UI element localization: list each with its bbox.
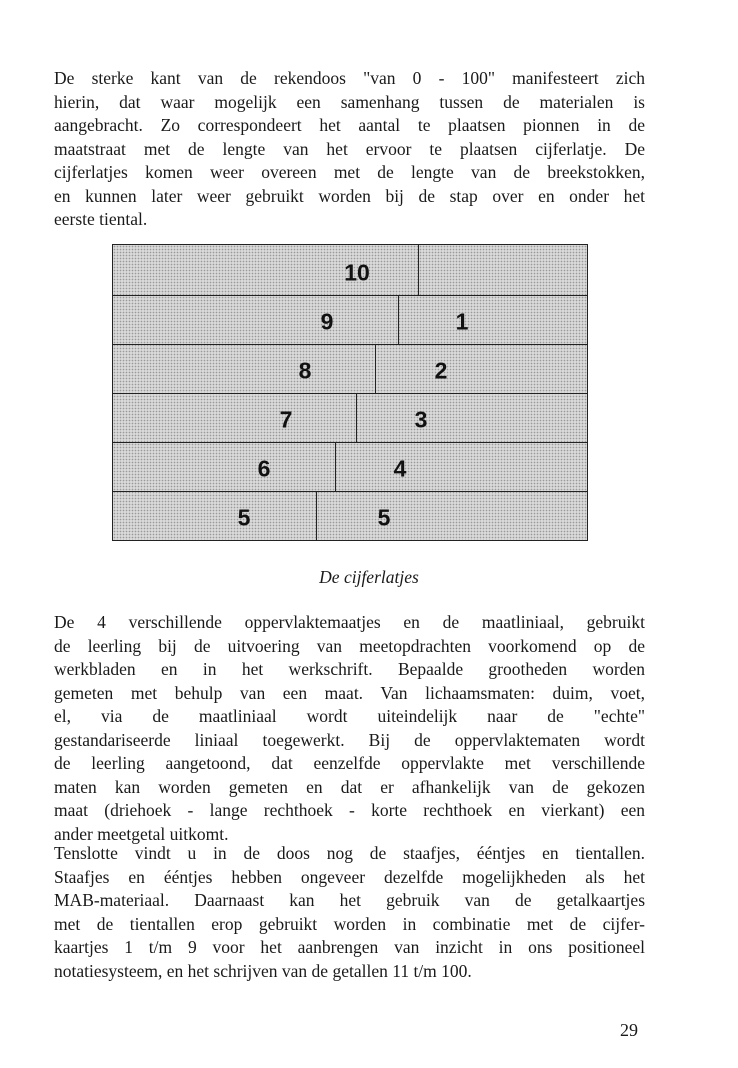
text-line: De 4 verschillende oppervlaktemaatjes en de maatliniaal, gebruikt bbox=[54, 612, 645, 632]
row-divider bbox=[375, 345, 376, 393]
rod-label-left: 5 bbox=[237, 504, 251, 531]
text-line: hierin, dat waar mogelijk een samenhang tussen de materialen is bbox=[54, 91, 645, 112]
text-line: de leerling aangetoond, dat eenzelfde oppervlakte met verschillende bbox=[54, 753, 645, 773]
figure-row-1 bbox=[113, 245, 587, 295]
text-line: cijferlatjes komen weer overeen met de lengte van de breekstokken, bbox=[54, 162, 645, 182]
text-line: Tenslotte vindt u in de doos nog de staafjes, ééntjes en tientallen. bbox=[54, 843, 645, 863]
text-line: De sterke kant van de rekendoos "van 0 - 100" manifesteert zich bbox=[54, 68, 645, 88]
rod-label-right: 5 bbox=[377, 504, 391, 531]
text-line: maat (driehoek - lange rechthoek - korte rechthoek en vierkant) een bbox=[54, 800, 645, 820]
rod-label-right: 4 bbox=[393, 455, 407, 482]
text-line: de leerling bij de uitvoering van meetopdrachten voorkomend op de bbox=[54, 635, 645, 656]
figure-row-3 bbox=[113, 344, 587, 393]
paragraph-measures bbox=[54, 611, 645, 846]
figure-row-2 bbox=[113, 295, 587, 344]
text-line: Staafjes en ééntjes hebben ongeveer dezelfde mogelijkheden als het bbox=[54, 866, 645, 887]
page-number: 29 bbox=[620, 1020, 638, 1040]
text-line: en kunnen later weer gebruikt worden bij de stap over en onder het bbox=[54, 185, 645, 206]
text-line: ander meetgetal uitkomt. bbox=[54, 823, 229, 844]
row-divider bbox=[335, 443, 336, 491]
figure-caption: De cijferlatjes bbox=[319, 567, 419, 587]
text-line: notatiesysteem, en het schrijven van de getallen 11 t/m 100. bbox=[54, 960, 472, 981]
text-line: werkbladen en in het werkschrift. Bepaalde grootheden worden bbox=[54, 659, 645, 679]
figure-row-6 bbox=[113, 491, 587, 540]
row-divider bbox=[356, 394, 357, 442]
figure-row-5 bbox=[113, 442, 587, 491]
text-line: gestandariseerde liniaal toegewerkt. Bij de oppervlaktematen wordt bbox=[54, 729, 645, 750]
text-line: eerste tiental. bbox=[54, 209, 148, 229]
text-line: MAB-materiaal. Daarnaast kan het gebruik van de getalkaartjes bbox=[54, 890, 645, 910]
row-divider bbox=[316, 492, 317, 540]
text-line: el, via de maatliniaal wordt uiteindelijk naar de "echte" bbox=[54, 706, 645, 726]
text-line: met de tientallen erop gebruikt worden in combinatie met de cijfer- bbox=[54, 913, 645, 934]
rod-label-left: 8 bbox=[298, 357, 312, 384]
rod-label-left: 10 bbox=[344, 259, 370, 286]
text-line: aangebracht. Zo correspondeert het aantal te plaatsen pionnen in de bbox=[54, 115, 645, 135]
paragraph-intro bbox=[54, 67, 645, 232]
rod-label-left: 6 bbox=[257, 455, 271, 482]
text-line: maatstraat met de lengte van het ervoor te plaatsen cijferlatje. De bbox=[54, 138, 645, 159]
paragraph-closing bbox=[54, 842, 645, 983]
rod-label-right: 2 bbox=[434, 357, 448, 384]
rod-label-left: 9 bbox=[320, 308, 334, 335]
figure-row-4 bbox=[113, 393, 587, 442]
cijferlatjes-figure bbox=[112, 244, 588, 541]
row-divider bbox=[398, 296, 399, 344]
text-line: kaartjes 1 t/m 9 voor het aanbrengen van inzicht in ons positioneel bbox=[54, 937, 645, 957]
text-line: gemeten met behulp van een maat. Van lichaamsmaten: duim, voet, bbox=[54, 682, 645, 703]
rod-label-left: 7 bbox=[279, 406, 293, 433]
row-divider bbox=[418, 245, 419, 295]
rod-label-right: 3 bbox=[414, 406, 428, 433]
text-line: maten kan worden gemeten en dat er afhankelijk van de gekozen bbox=[54, 776, 645, 797]
rod-label-right: 1 bbox=[455, 308, 469, 335]
